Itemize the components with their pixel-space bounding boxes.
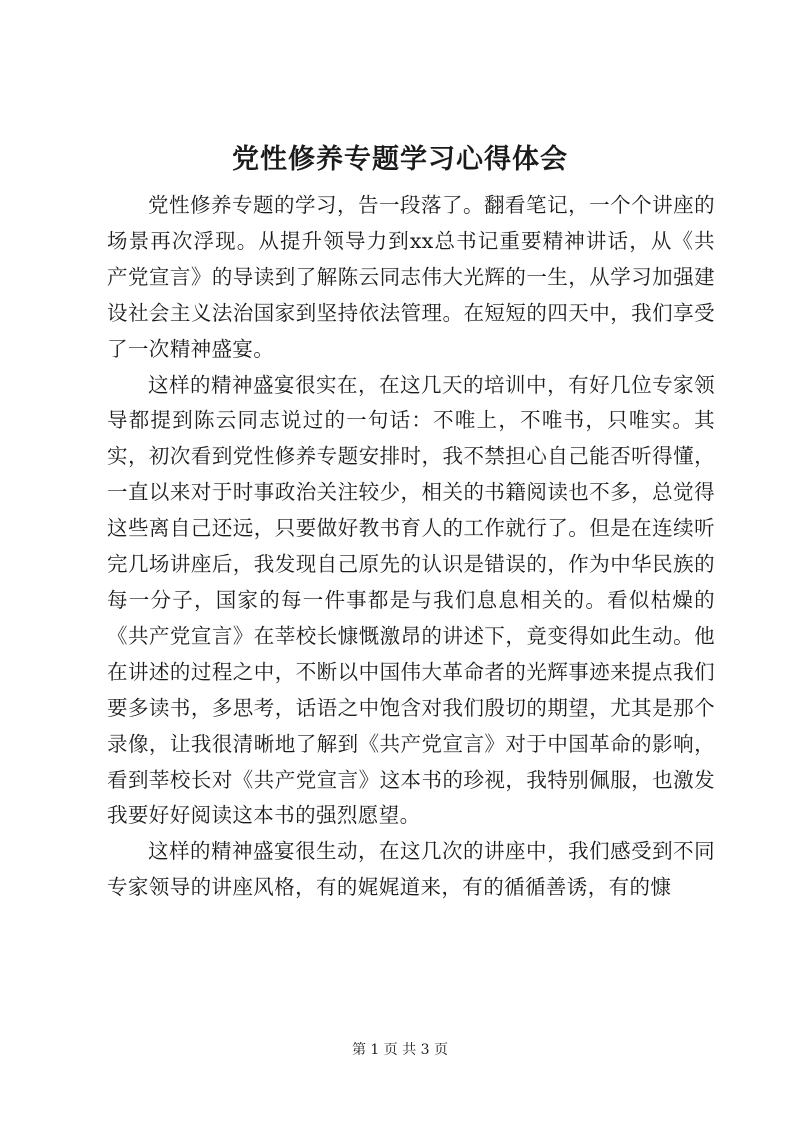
document-title: 党性修养专题学习心得体会 <box>232 144 568 175</box>
paragraph-1: 党性修养专题的学习，告一段落了。翻看笔记，一个个讲座的场景再次浮现。从提升领导力到xx总书记重要精神讲话，从《共产党宣言》的导读到了解陈云同志伟大光辉的一生，从学习加强建设社会主义法治国家到坚持依法管理。在短短的四天中，我们享受了一次精神盛宴。 <box>107 193 715 361</box>
paragraph-2: 这样的精神盛宴很实在，在这几天的培训中，有好几位专家领导都提到陈云同志说过的一句话：不唯上，不唯书，只唯实。其实，初次看到党性修养专题安排时，我不禁担心自己能否听得懂，一直以来对于时事政治关注较少，相关的书籍阅读也不多，总觉得这些离自己还远，只要做好教书育人的工作就行了。但是在连续听完几场讲座后，我发现自己原先的认识是错误的，作为中华民族的每一分子，国家的每一件事都是与我们息息相关的。看似枯燥的《共产党宣言》在莘校长慷慨激昂的讲述下，竟变得如此生动。他在讲述的过程之中，不断以中国伟大革命者的光辉事迹来提点我们要多读书，多思考，话语之中饱含对我们殷切的期望，尤其是那个录像，让我很清晰地了解到《共产党宣言》对于中国革命的影响，看到莘校长对《共产党宣言》这本书的珍视，我特别佩服，也激发我要好好阅读这本书的强烈愿望。 <box>107 372 715 828</box>
page-footer: 第 1 页 共 3 页 <box>351 1042 449 1058</box>
document-body <box>107 188 715 906</box>
paragraph-3: 这样的精神盛宴很生动，在这几次的讲座中，我们感受到不同专家领导的讲座风格，有的娓娓道来，有的循循善诱，有的慷 <box>107 839 715 900</box>
